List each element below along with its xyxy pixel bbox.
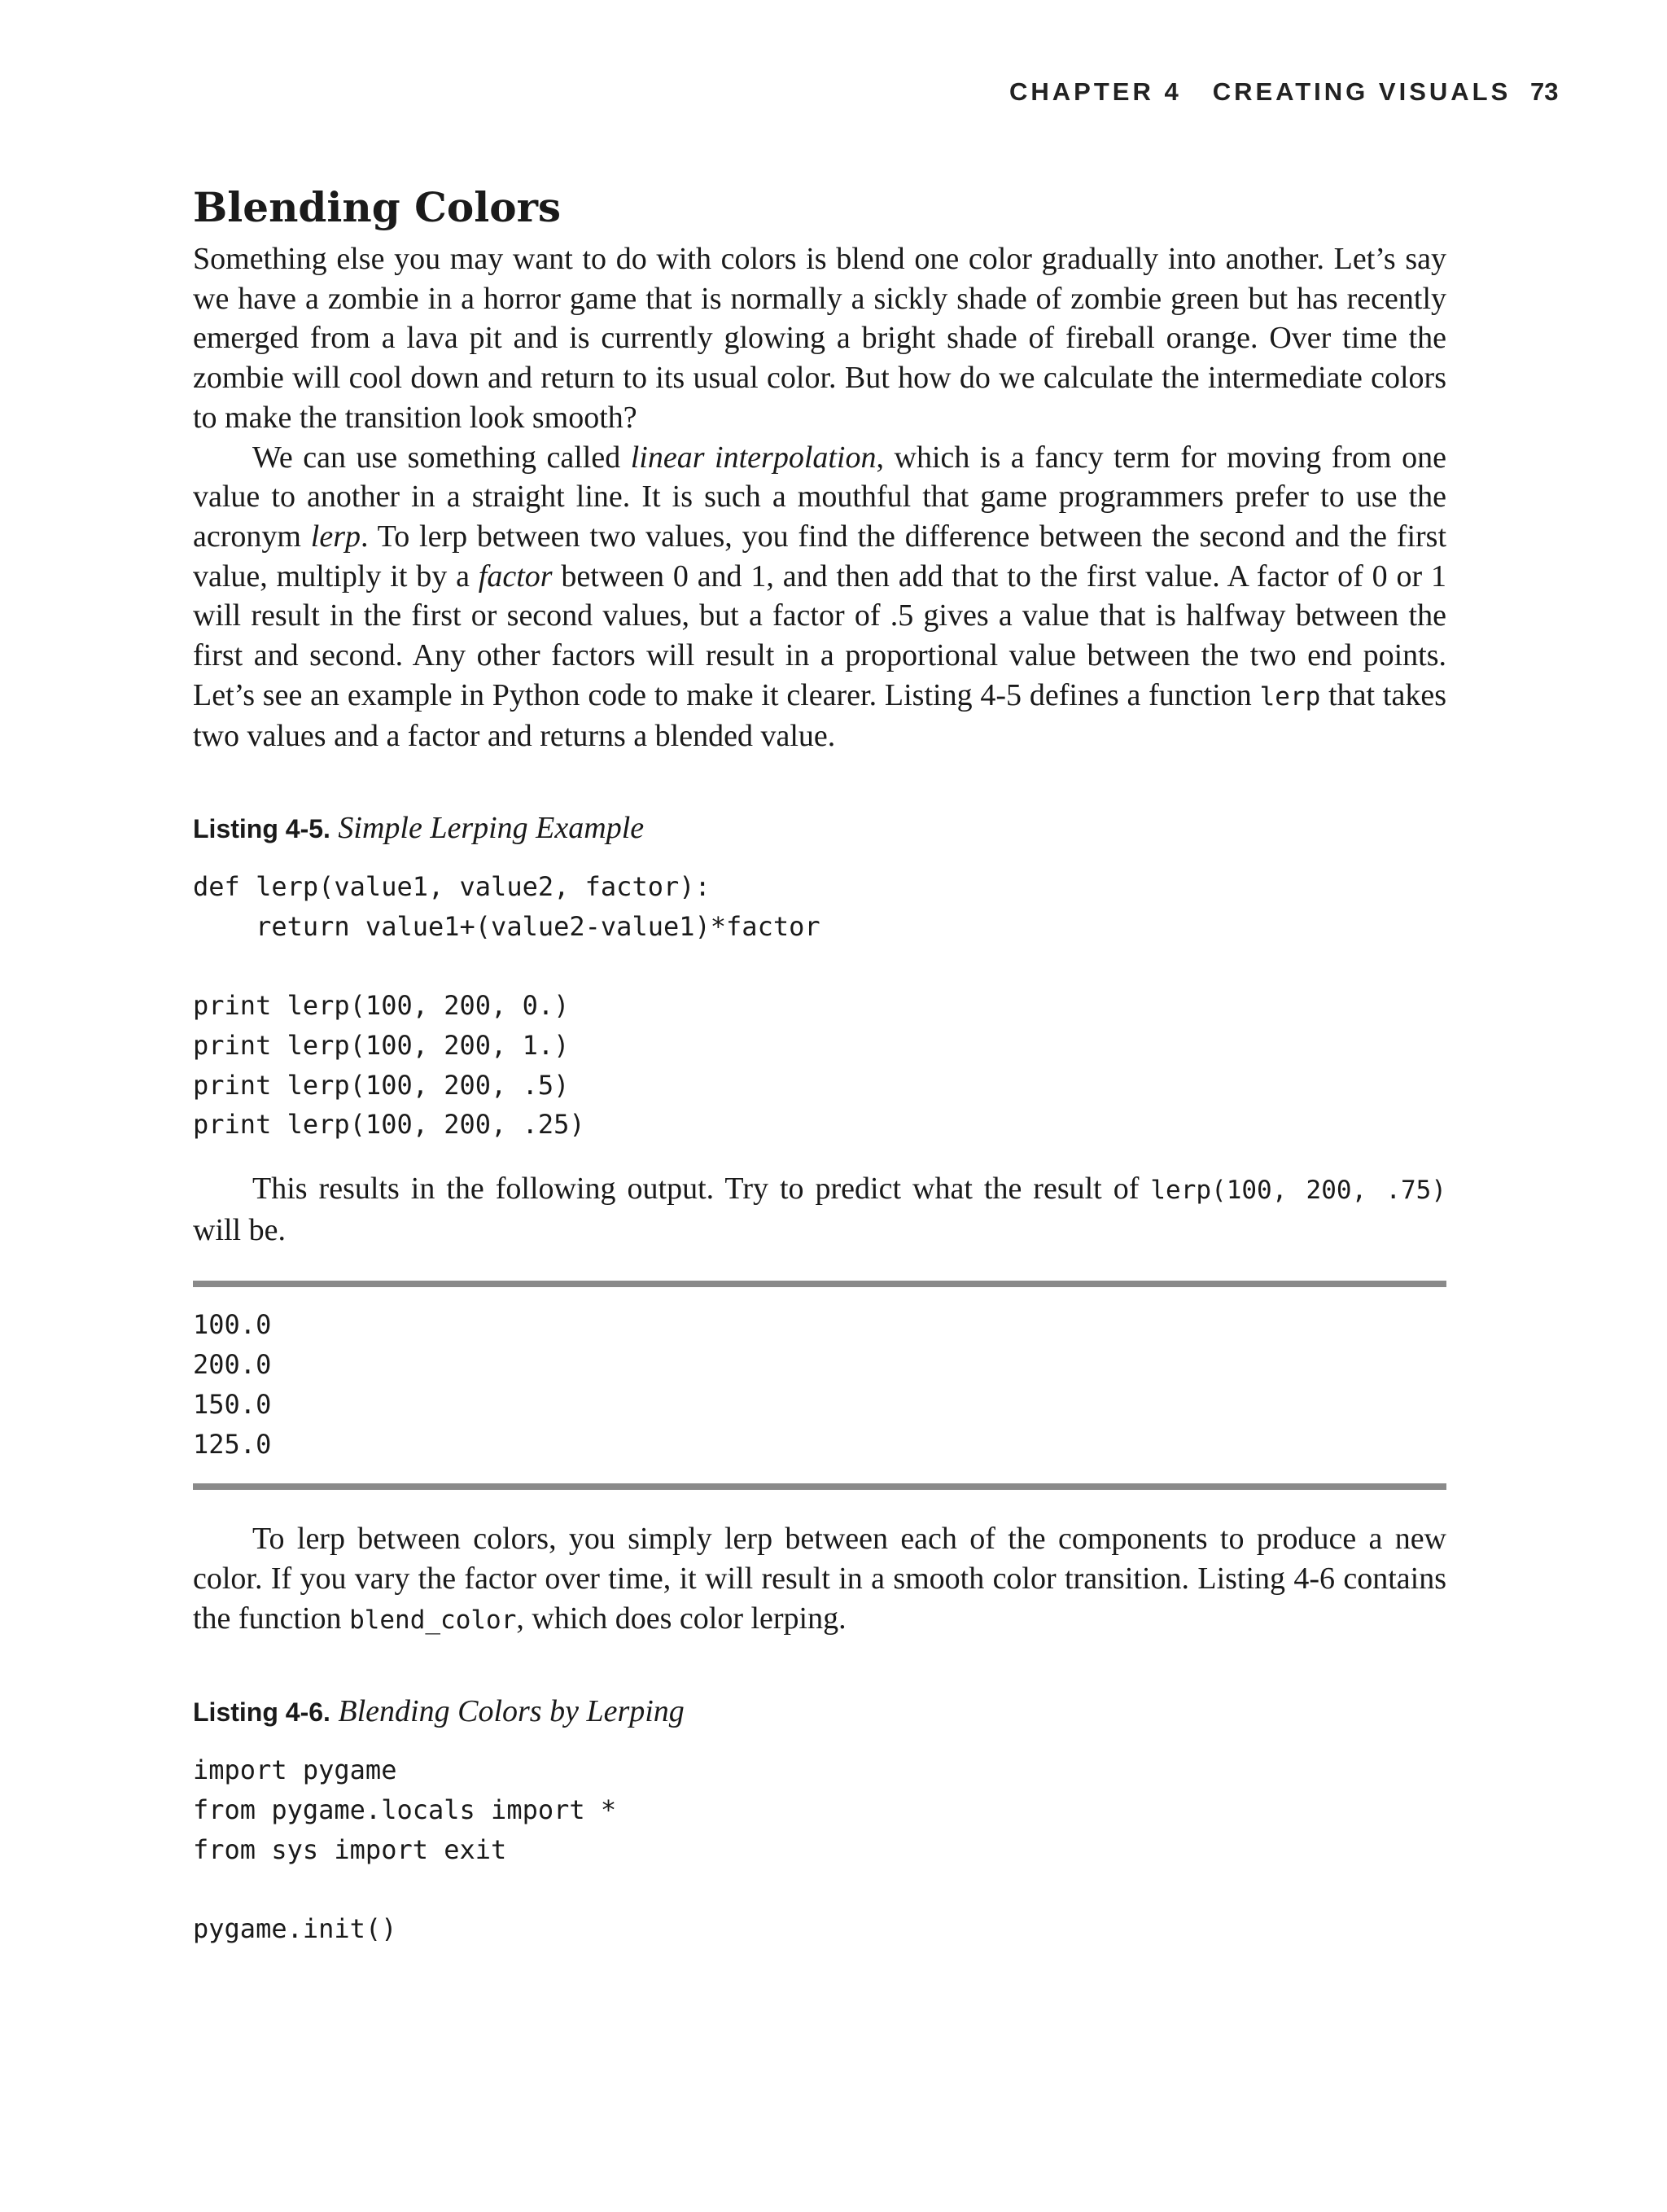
page-number: 73 <box>1530 77 1559 106</box>
emphasis-term: factor <box>478 558 553 594</box>
paragraph-intro: Something else you may want to do with colors is blend one color gradually into another. Let’s say we have a zombie in a horror game that is normally a sickly shade of zombie green but has recently emerged from a lava pit and is currently glowing a bright shade of fireball orange. Over time the zombie will cool down and return to its usual color. But how do we calculate the intermediate colors to make the transition look smooth? <box>193 242 1446 435</box>
text-run: , which is a fancy term for moving from one value to another in a straight line. It is such a mouthful that game programmers prefer to use the acronym <box>193 440 1446 554</box>
inline-code: lerp <box>1259 681 1321 712</box>
page-content <box>193 179 1446 1949</box>
section-label: CREATING VISUALS <box>1212 77 1512 106</box>
chapter-label: CHAPTER 4 <box>1009 77 1182 106</box>
text-run: that takes two values and a factor and returns a blended value. <box>193 677 1447 754</box>
code-listing-4-6: import pygame from pygame.locals import * from sys import exit pygame.init() <box>193 1754 617 1945</box>
listing-label: Listing 4-5. <box>193 814 330 844</box>
paragraph-output-intro <box>193 1169 1446 1250</box>
code-listing-4-5: def lerp(value1, value2, factor): return value1+(value2-value1)*factor print lerp(100, 200, 0.) print lerp(100, 200, 1.) print lerp(100, 200, .5) print lerp(100, 200, .25) <box>193 871 820 1141</box>
text-run: , which does color lerping. <box>516 1601 847 1636</box>
output-box <box>193 1281 1446 1490</box>
emphasis-term: lerp <box>310 519 361 554</box>
listing-caption-4-6 <box>193 1691 1446 1732</box>
text-run: will be. <box>193 1212 286 1247</box>
listing-title: Blending Colors by Lerping <box>338 1694 685 1729</box>
text-run: We can use something called <box>252 440 631 475</box>
paragraph-lerp-explanation <box>193 438 1446 757</box>
listing-label: Listing 4-6. <box>193 1697 330 1728</box>
section-title: Blending Colors <box>193 183 562 231</box>
running-head <box>1009 76 1512 108</box>
listing-title: Simple Lerping Example <box>338 811 645 846</box>
listing-caption-4-5 <box>193 808 1446 849</box>
text-run: . To lerp between two values, you find the difference between the second and the first value, multiply it by a <box>193 519 1446 594</box>
text-run: This results in the following output. Try to predict what the result of <box>252 1172 1151 1207</box>
paragraph-color-lerp <box>193 1519 1446 1640</box>
inline-code: blend_color <box>349 1605 517 1635</box>
inline-code: lerp(100, 200, .75) <box>1150 1176 1446 1206</box>
emphasis-term: linear interpolation <box>630 440 877 475</box>
text-run: To lerp between colors, you simply lerp between each of the components to produce a new color. If you vary the factor over time, it will result in a smooth color transition. Listing 4-6 contains the function <box>193 1522 1446 1636</box>
text-run: between 0 and 1, and then add that to the first value. A factor of 0 or 1 will result in the first or second values, but a factor of .5 gives a value that is halfway between the first and second. Any other factors will result in a proportional value between the two end points. Let’s see an example in Python code to make it clearer. Listing 4-5 defines a function <box>193 558 1446 712</box>
program-output: 100.0 200.0 150.0 125.0 <box>193 1309 272 1460</box>
